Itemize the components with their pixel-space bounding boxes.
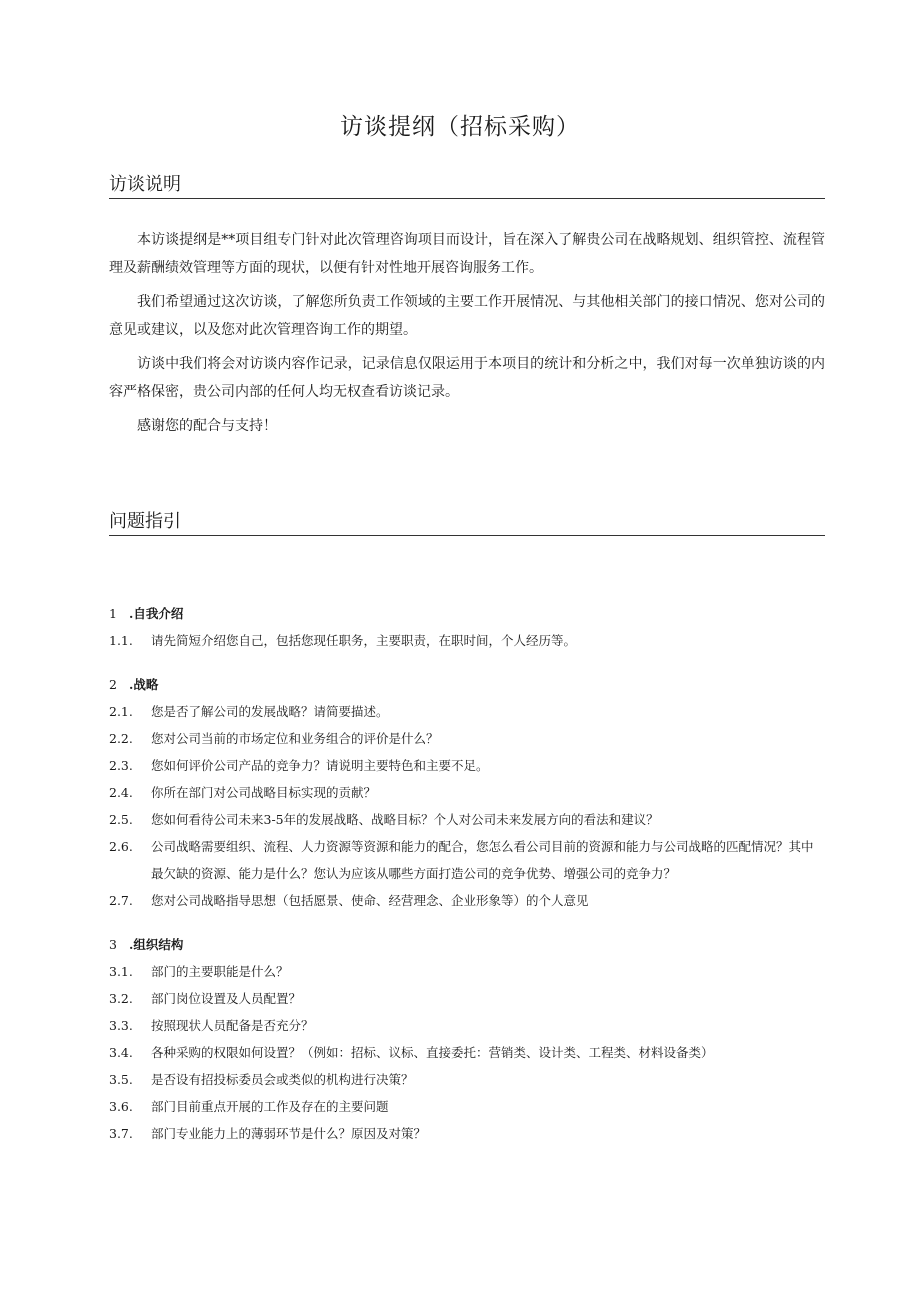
question-number: 3.3. bbox=[109, 1018, 133, 1033]
question-number: 2.4. bbox=[109, 785, 133, 800]
question-text: 部门的主要职能是什么？ bbox=[151, 964, 289, 979]
question-item bbox=[109, 627, 825, 654]
question-item bbox=[109, 887, 825, 914]
question-number: 2.7. bbox=[109, 893, 133, 908]
question-text: 您是否了解公司的发展战略？请简要描述。 bbox=[151, 704, 389, 719]
question-text: 您如何看待公司未来3-5年的发展战略、战略目标？个人对公司未来发展方向的看法和建议？ bbox=[151, 812, 659, 827]
question-item bbox=[109, 752, 825, 779]
question-item bbox=[109, 698, 825, 725]
question-number: 3.6. bbox=[109, 1099, 133, 1114]
questions-heading: 问题指引 bbox=[109, 510, 825, 536]
group-number: 1 bbox=[109, 606, 117, 621]
question-number: 3.2. bbox=[109, 991, 133, 1006]
question-item bbox=[109, 779, 825, 806]
intro-paragraph: 访谈中我们将会对访谈内容作记录，记录信息仅限运用于本项目的统计和分析之中，我们对每一次单独访谈的内容严格保密，贵公司内部的任何人均无权查看访谈记录。 bbox=[109, 356, 825, 400]
question-group bbox=[109, 671, 825, 914]
question-item bbox=[109, 958, 825, 985]
question-group-heading bbox=[109, 600, 825, 627]
question-item bbox=[109, 1066, 825, 1093]
question-text: 您对公司战略指导思想（包括愿景、使命、经营理念、企业形象等）的个人意见 bbox=[151, 893, 589, 908]
intro-paragraph: 本访谈提纲是**项目组专门针对此次管理咨询项目而设计，旨在深入了解贵公司在战略规划、组织管控、流程管理及薪酬绩效管理等方面的现状，以便有针对性地开展咨询服务工作。 bbox=[109, 232, 825, 276]
question-text: 部门岗位设置及人员配置？ bbox=[151, 991, 302, 1006]
question-group bbox=[109, 931, 825, 1147]
group-title: .自我介绍 bbox=[129, 606, 184, 621]
question-item bbox=[109, 1120, 825, 1147]
question-text: 您如何评价公司产品的竞争力？请说明主要特色和主要不足。 bbox=[151, 758, 489, 773]
question-item bbox=[109, 985, 825, 1012]
question-number: 2.6. bbox=[109, 839, 133, 854]
question-text: 请先简短介绍您自己，包括您现任职务，主要职责，在职时间，个人经历等。 bbox=[151, 633, 577, 648]
question-list bbox=[109, 600, 825, 1164]
group-title: .组织结构 bbox=[129, 937, 184, 952]
question-item bbox=[109, 1093, 825, 1120]
question-text: 部门专业能力上的薄弱环节是什么？原因及对策？ bbox=[151, 1126, 427, 1141]
group-number: 3 bbox=[109, 937, 117, 952]
question-text: 按照现状人员配备是否充分？ bbox=[151, 1018, 314, 1033]
question-group bbox=[109, 600, 825, 654]
question-number: 3.1. bbox=[109, 964, 133, 979]
question-group-heading bbox=[109, 931, 825, 958]
question-item bbox=[109, 833, 825, 887]
question-text: 是否设有招投标委员会或类似的机构进行决策？ bbox=[151, 1072, 414, 1087]
question-number: 2.5. bbox=[109, 812, 133, 827]
intro-paragraph: 感谢您的配合与支持！ bbox=[137, 418, 277, 434]
document-title: 访谈提纲（招标采购） bbox=[340, 114, 580, 140]
group-number: 2 bbox=[109, 677, 117, 692]
question-item bbox=[109, 725, 825, 752]
question-number: 3.5. bbox=[109, 1072, 133, 1087]
question-group-heading bbox=[109, 671, 825, 698]
question-number: 3.4. bbox=[109, 1045, 133, 1060]
intro-paragraph: 我们希望通过这次访谈，了解您所负责工作领域的主要工作开展情况、与其他相关部门的接口情况、您对公司的意见或建议，以及您对此次管理咨询工作的期望。 bbox=[109, 294, 825, 338]
question-item bbox=[109, 806, 825, 833]
question-number: 2.1. bbox=[109, 704, 133, 719]
question-text: 你所在部门对公司战略目标实现的贡献？ bbox=[151, 785, 377, 800]
question-item bbox=[109, 1012, 825, 1039]
intro-body bbox=[109, 226, 825, 446]
question-number: 3.7. bbox=[109, 1126, 133, 1141]
question-number: 2.2. bbox=[109, 731, 133, 746]
question-text: 各种采购的权限如何设置？（例如：招标、议标、直接委托：营销类、设计类、工程类、材料设备类） bbox=[151, 1045, 714, 1060]
question-item bbox=[109, 1039, 825, 1066]
question-number: 1.1. bbox=[109, 633, 133, 648]
question-number: 2.3. bbox=[109, 758, 133, 773]
intro-heading: 访谈说明 bbox=[109, 173, 825, 199]
question-text: 部门目前重点开展的工作及存在的主要问题 bbox=[151, 1099, 389, 1114]
question-text: 公司战略需要组织、流程、人力资源等资源和能力的配合，您怎么看公司目前的资源和能力与公司战略的匹配情况？其中最欠缺的资源、能力是什么？您认为应该从哪些方面打造公司的竞争优势、增强公司的竞争力？ bbox=[151, 839, 814, 881]
group-title: .战略 bbox=[129, 677, 159, 692]
question-text: 您对公司当前的市场定位和业务组合的评价是什么？ bbox=[151, 731, 439, 746]
